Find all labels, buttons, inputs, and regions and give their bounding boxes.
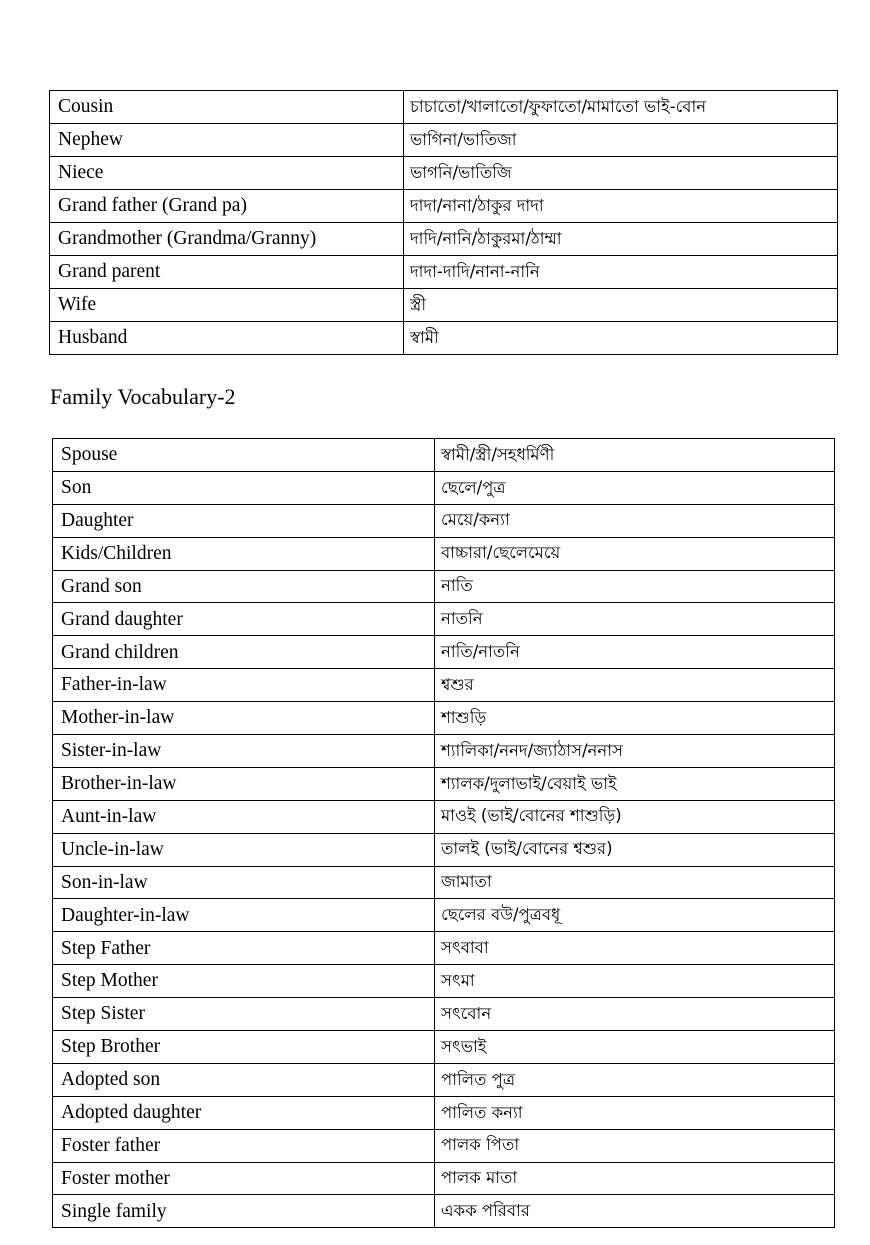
english-term: Brother-in-law [53,767,435,800]
table-row [53,504,835,537]
vocabulary-table-1 [49,90,838,355]
bangla-translation: নাতি [435,570,835,603]
bangla-translation: সৎভাই [435,1031,835,1064]
bangla-translation: মেয়ে/কন্যা [435,504,835,537]
table-row [53,800,835,833]
table-row [53,965,835,998]
table-row [53,1063,835,1096]
bangla-translation: ছেলের বউ/পুত্রবধূ [435,899,835,932]
table-row [50,157,838,190]
english-term: Grandmother (Grandma/Granny) [50,223,404,256]
bangla-translation: বাচ্চারা/ছেলেমেয়ে [435,537,835,570]
english-term: Grand son [53,570,435,603]
bangla-translation: শ্বশুর [435,669,835,702]
english-term: Foster father [53,1129,435,1162]
bangla-translation: দাদা-দাদি/নানা-নানি [404,256,838,289]
bangla-translation: ভাগিনা/ভাতিজা [404,124,838,157]
table-row [50,223,838,256]
bangla-translation: পালিত পুত্র [435,1063,835,1096]
bangla-translation: মাওই (ভাই/বোনের শাশুড়ি) [435,800,835,833]
english-term: Aunt-in-law [53,800,435,833]
english-term: Step Sister [53,998,435,1031]
table-row [53,1129,835,1162]
english-term: Husband [50,322,404,355]
table-row [53,932,835,965]
section-heading: Family Vocabulary-2 [50,384,236,409]
bangla-translation: একক পরিবার [435,1195,835,1228]
table-row [53,570,835,603]
table-row [53,537,835,570]
bangla-translation: শ্যালিকা/ননদ/জ্যাঠাস/ননাস [435,735,835,768]
english-term: Daughter-in-law [53,899,435,932]
bangla-translation: দাদা/নানা/ঠাকুর দাদা [404,190,838,223]
table-row [53,833,835,866]
english-term: Niece [50,157,404,190]
english-term: Adopted daughter [53,1096,435,1129]
table-row [53,899,835,932]
table-row [53,1195,835,1228]
english-term: Adopted son [53,1063,435,1096]
bangla-translation: সৎবোন [435,998,835,1031]
bangla-translation: সৎমা [435,965,835,998]
bangla-translation: চাচাতো/খালাতো/ফুফাতো/মামাতো ভাই-বোন [404,91,838,124]
english-term: Wife [50,289,404,322]
english-term: Nephew [50,124,404,157]
bangla-translation: নাতনি [435,603,835,636]
english-term: Single family [53,1195,435,1228]
english-term: Grand children [53,636,435,669]
table-row [53,471,835,504]
english-term: Step Brother [53,1031,435,1064]
english-term: Foster mother [53,1162,435,1195]
bangla-translation: শাশুড়ি [435,702,835,735]
english-term: Grand father (Grand pa) [50,190,404,223]
table-row [53,735,835,768]
english-term: Son-in-law [53,866,435,899]
table-row [53,669,835,702]
bangla-translation: জামাতা [435,866,835,899]
english-term: Mother-in-law [53,702,435,735]
table-row [53,1162,835,1195]
english-term: Spouse [53,439,435,472]
table-row [50,124,838,157]
bangla-translation: পালিত কন্যা [435,1096,835,1129]
table-row [50,190,838,223]
bangla-translation: স্বামী/স্ত্রী/সহধর্মিণী [435,439,835,472]
bangla-translation: শ্যালক/দুলাভাই/বেয়াই ভাই [435,767,835,800]
english-term: Grand daughter [53,603,435,636]
bangla-translation: ভাগনি/ভাতিজি [404,157,838,190]
english-term: Son [53,471,435,504]
bangla-translation: পালক পিতা [435,1129,835,1162]
table-row [53,1096,835,1129]
bangla-translation: পালক মাতা [435,1162,835,1195]
bangla-translation: তালই (ভাই/বোনের শ্বশুর) [435,833,835,866]
table-row [53,767,835,800]
table-row [53,866,835,899]
english-term: Step Mother [53,965,435,998]
english-term: Step Father [53,932,435,965]
table-row [53,998,835,1031]
table-row [53,1031,835,1064]
table-row [53,702,835,735]
english-term: Grand parent [50,256,404,289]
bangla-translation: ছেলে/পুত্র [435,471,835,504]
english-term: Sister-in-law [53,735,435,768]
english-term: Father-in-law [53,669,435,702]
bangla-translation: নাতি/নাতনি [435,636,835,669]
table-row [50,289,838,322]
table-row [53,603,835,636]
table-row [50,322,838,355]
english-term: Cousin [50,91,404,124]
english-term: Daughter [53,504,435,537]
bangla-translation: সৎবাবা [435,932,835,965]
table-row [50,256,838,289]
table-row [50,91,838,124]
bangla-translation: দাদি/নানি/ঠাকুরমা/ঠাম্মা [404,223,838,256]
bangla-translation: স্বামী [404,322,838,355]
english-term: Uncle-in-law [53,833,435,866]
table-row [53,439,835,472]
table-row [53,636,835,669]
bangla-translation: স্ত্রী [404,289,838,322]
english-term: Kids/Children [53,537,435,570]
vocabulary-table-2 [52,438,835,1228]
